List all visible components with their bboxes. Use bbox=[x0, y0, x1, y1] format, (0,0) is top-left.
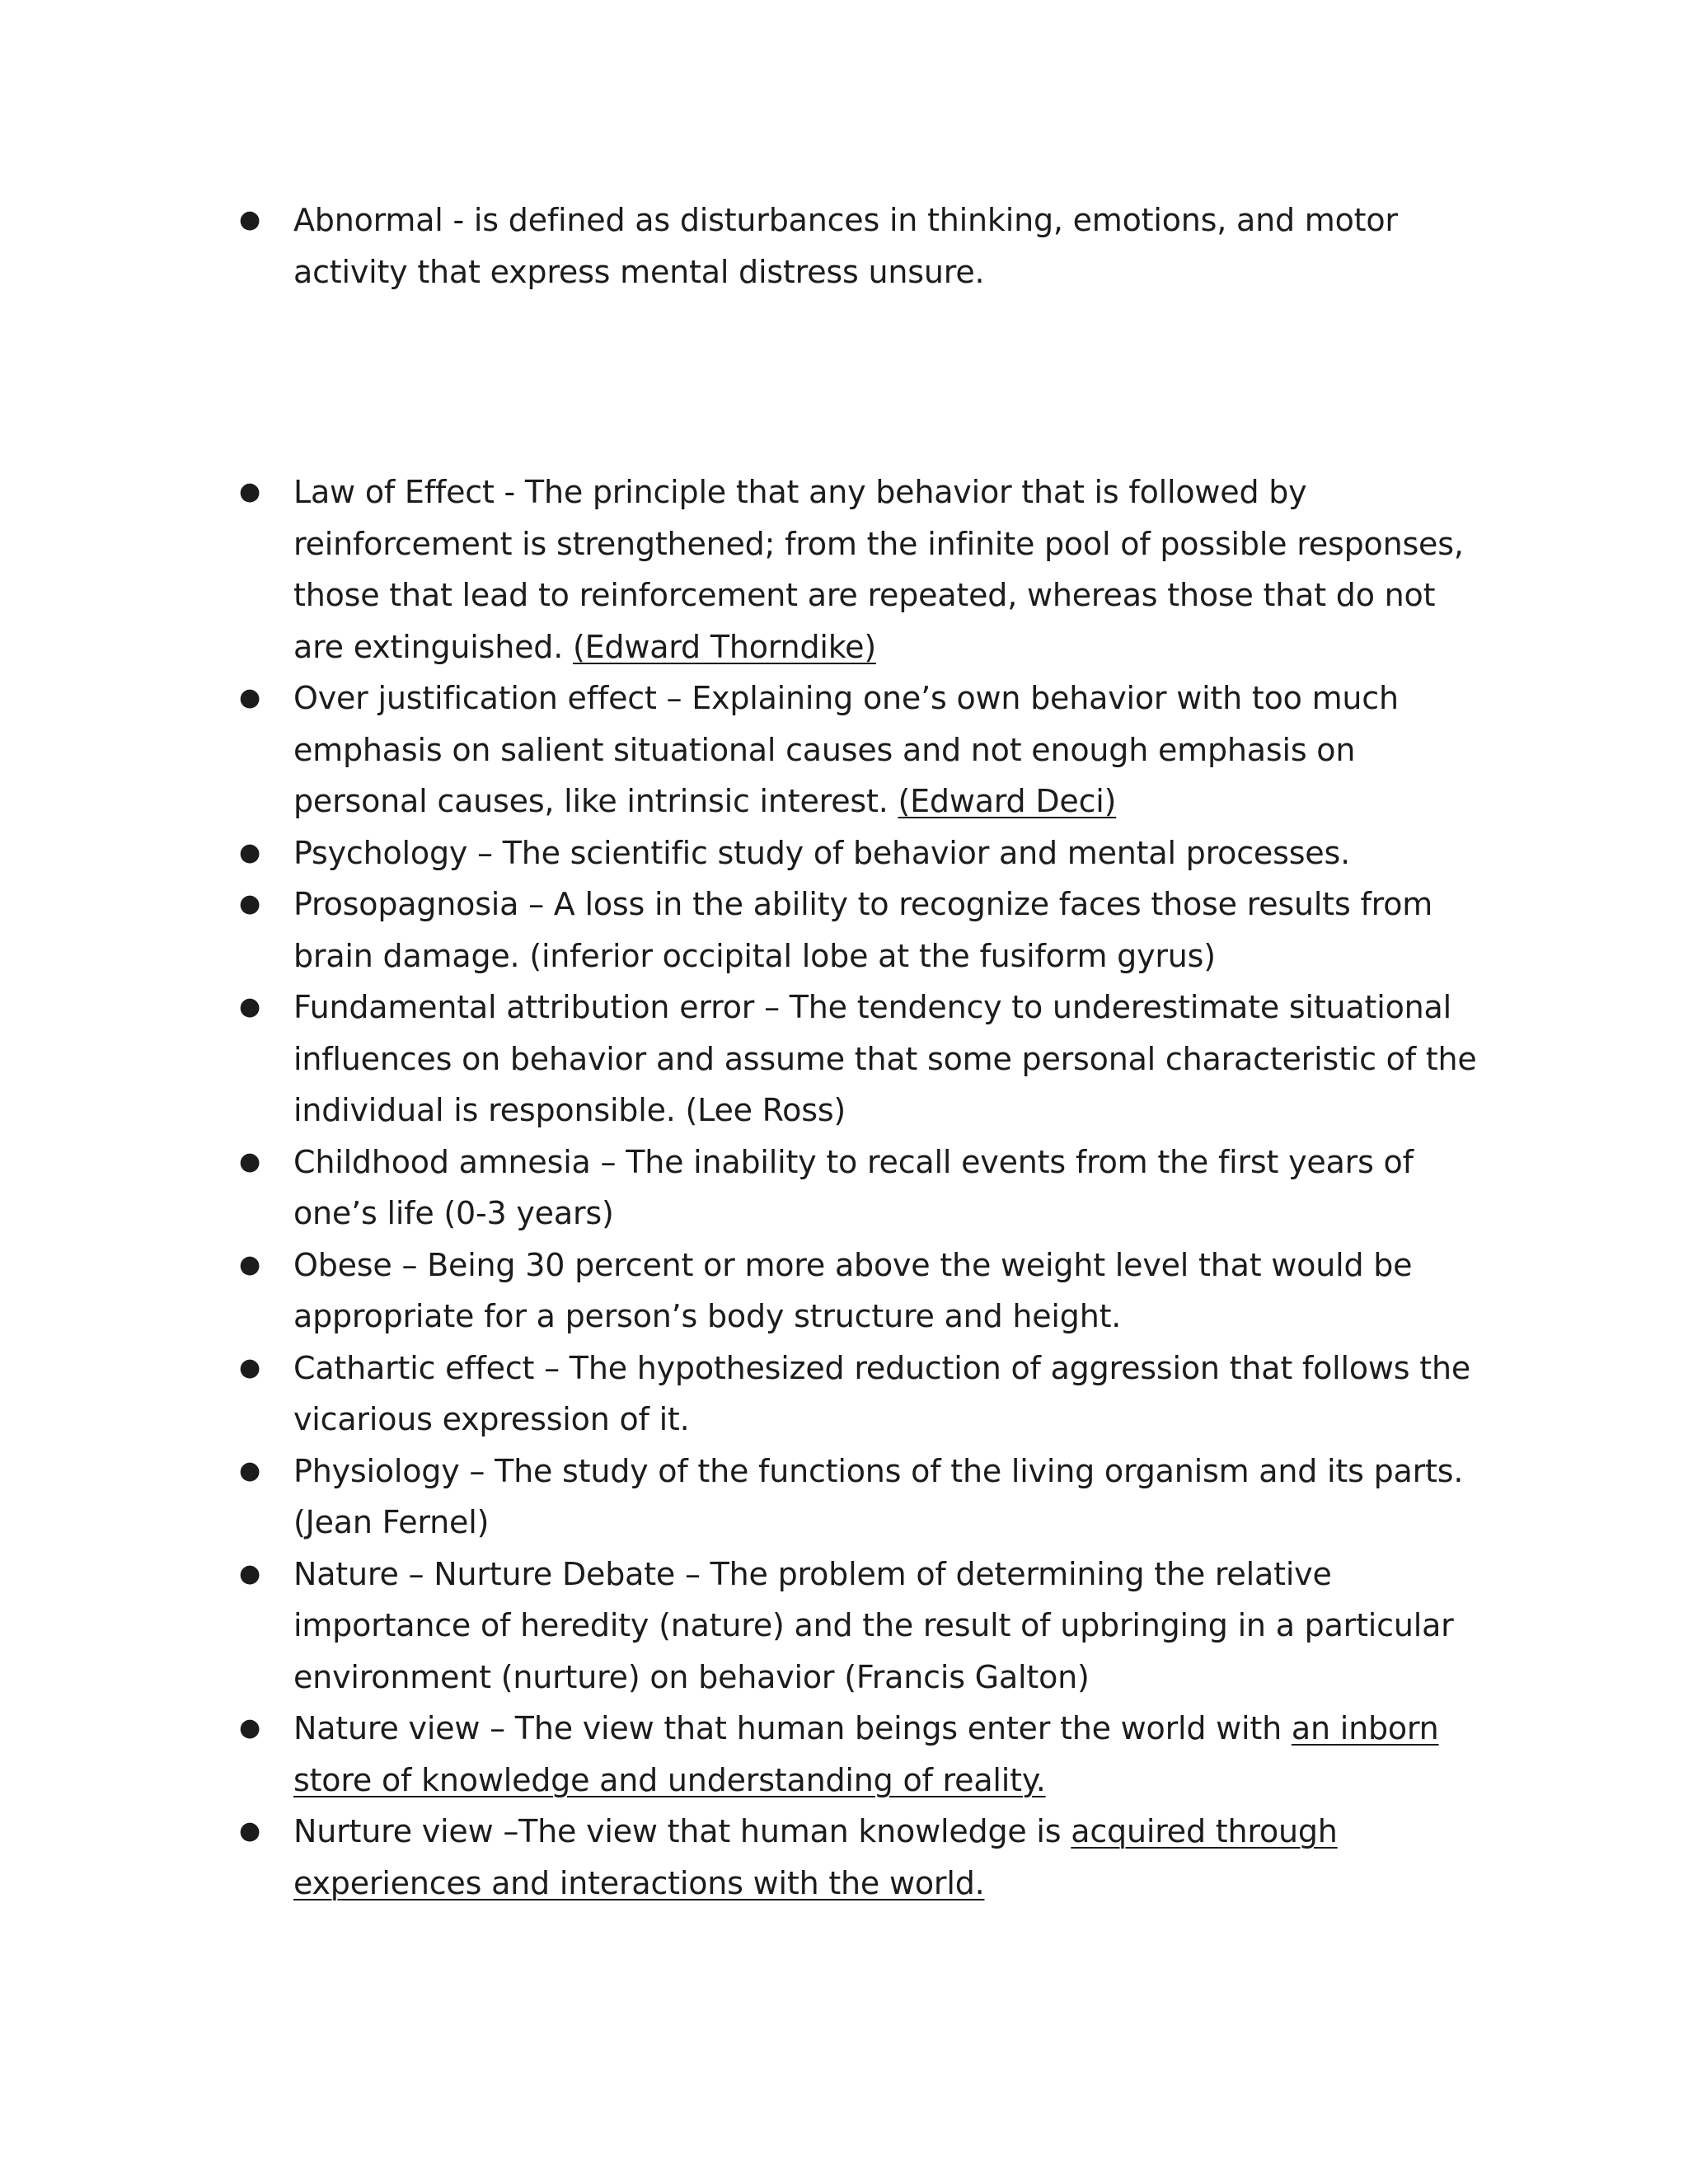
bullet-icon: ● bbox=[239, 1558, 260, 1588]
item-underlined-text: acquired through experiences and interactions with the world. bbox=[293, 1813, 1338, 1901]
list-item bbox=[237, 1703, 1490, 1806]
bullet-icon: ● bbox=[239, 477, 260, 506]
bullet-icon: ● bbox=[239, 205, 260, 234]
item-citation: (Edward Thorndike) bbox=[572, 628, 876, 665]
list-item bbox=[237, 1806, 1490, 1909]
item-text: Nature – Nurture Debate – The problem of determining the relative importance of heredity (nature) and the result of upbringing in a particular environment (nurture) on behavior (Francis Galton) bbox=[293, 1555, 1454, 1695]
item-text: Nature view – The view that human beings enter the world with bbox=[293, 1710, 1292, 1746]
item-text: Cathartic effect – The hypothesized reduction of aggression that follows the vicarious expression of it. bbox=[293, 1349, 1471, 1437]
list-item bbox=[237, 982, 1490, 1137]
bullet-icon: ● bbox=[239, 837, 260, 867]
list-item bbox=[237, 1549, 1490, 1704]
list-item bbox=[237, 466, 1490, 673]
item-text: Physiology – The study of the functions of the living organism and its parts. (Jean Fernel) bbox=[293, 1452, 1464, 1540]
item-text: Prosopagnosia – A loss in the ability to recognize faces those results from brain damage. (inferior occipital lobe at the fusiform gyrus) bbox=[293, 886, 1433, 974]
item-text: Law of Effect - The principle that any behavior that is followed by reinforcement is strengthened; from the infinite pool of possible responses, those that lead to reinforcement are repeated, whereas those that do not are extinguished. bbox=[293, 474, 1464, 665]
definitions-list bbox=[237, 466, 1490, 1909]
list-item bbox=[237, 1137, 1490, 1240]
bullet-icon: ● bbox=[239, 992, 260, 1021]
item-text: Abnormal - is defined as disturbances in thinking, emotions, and motor activity that express mental distress unsure. bbox=[293, 202, 1398, 290]
item-text: Fundamental attribution error – The tendency to underestimate situational influences on behavior and assume that some personal characteristic of the individual is responsible. (Lee Ross) bbox=[293, 989, 1477, 1128]
list-item bbox=[237, 1343, 1490, 1446]
item-text: Psychology – The scientific study of behavior and mental processes. bbox=[293, 834, 1350, 871]
item-underlined-text: an inborn store of knowledge and understanding of reality. bbox=[293, 1710, 1439, 1798]
bullet-icon: ● bbox=[239, 1249, 260, 1279]
list-item bbox=[237, 194, 1490, 298]
bullet-icon: ● bbox=[239, 683, 260, 712]
list-item bbox=[237, 827, 1490, 879]
bullet-icon: ● bbox=[239, 1713, 260, 1742]
list-item bbox=[237, 1240, 1490, 1343]
bullet-icon: ● bbox=[239, 1146, 260, 1176]
definitions-list-top bbox=[237, 194, 1490, 298]
item-text: Childhood amnesia – The inability to recall events from the first years of one’s life (0-3 years) bbox=[293, 1143, 1414, 1231]
item-text: Over justification effect – Explaining one’s own behavior with too much emphasis on salient situational causes and not enough emphasis on personal causes, like intrinsic interest. bbox=[293, 680, 1399, 819]
item-text: Nurture view –The view that human knowledge is bbox=[293, 1813, 1071, 1849]
list-item bbox=[237, 1446, 1490, 1549]
list-item bbox=[237, 673, 1490, 827]
bullet-icon: ● bbox=[239, 1816, 260, 1845]
bullet-icon: ● bbox=[239, 1455, 260, 1485]
bullet-icon: ● bbox=[239, 1352, 260, 1382]
bullet-icon: ● bbox=[239, 889, 260, 918]
list-item bbox=[237, 879, 1490, 982]
item-citation: (Edward Deci) bbox=[898, 783, 1117, 819]
item-text: Obese – Being 30 percent or more above the weight level that would be appropriate for a person’s body structure and height. bbox=[293, 1246, 1413, 1334]
